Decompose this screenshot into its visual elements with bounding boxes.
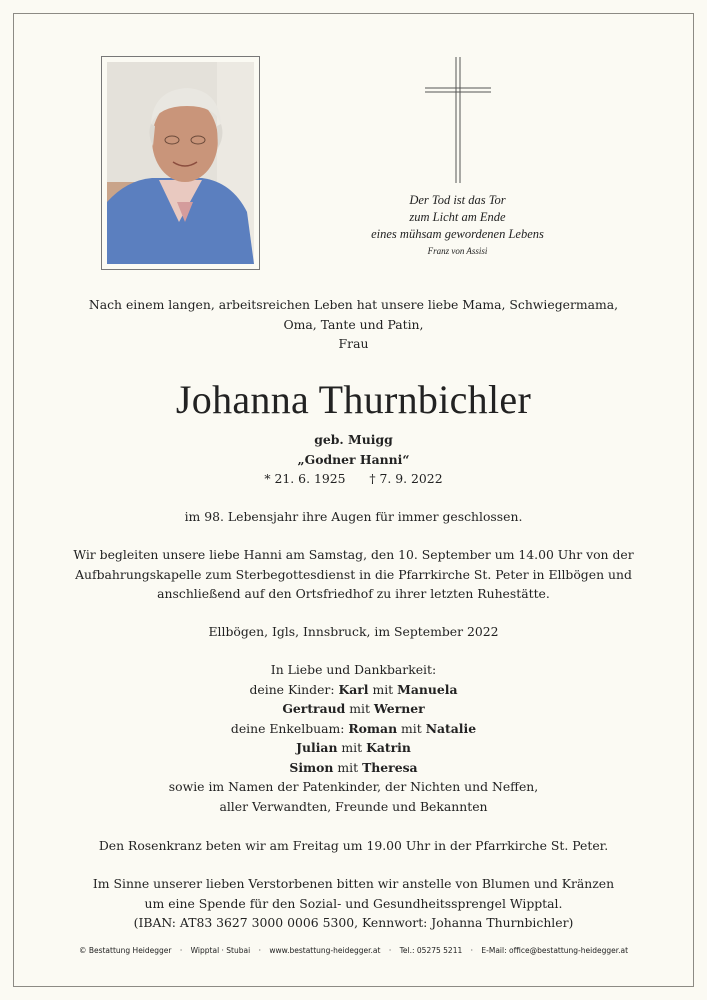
quote-author: Franz von Assisi (427, 246, 488, 256)
funeral-line: anschließend auf den Ortsfriedhof zu ihrer letzten Ruhestätte. (157, 586, 550, 601)
donation-text (40, 874, 667, 933)
mit-word: mit (337, 759, 359, 775)
grandchildren-line (40, 719, 667, 739)
footer-region: Wipptal · Stubai (190, 946, 251, 955)
partner-name: Werner (373, 701, 425, 716)
grandchild-name: Simon (289, 759, 334, 775)
grandchildren-line (40, 738, 667, 758)
relatives-line: sowie im Namen der Patenkinder, der Nichten und Neffen, (168, 779, 539, 794)
age-text: im 98. Lebensjahr ihre Augen für immer geschlossen. (184, 509, 523, 524)
grandchildren-line (40, 758, 667, 778)
mit-word: mit (401, 720, 422, 736)
quote-line: Der Tod ist das Tor (409, 193, 506, 207)
footer-separator: · (470, 946, 474, 955)
death-date: † 7. 9. 2022 (369, 471, 443, 486)
maiden-name: geb. Muigg (314, 432, 393, 447)
mit-word: mit (349, 701, 370, 716)
footer-separator: · (388, 946, 392, 955)
intro-line: Oma, Tante und Patin, (283, 316, 424, 332)
footer-website-link[interactable]: www.bestattung-heidegger.at (269, 946, 381, 955)
intro-line: Nach einem langen, arbeitsreichen Leben hat unsere liebe Mama, Schwiegermama, (88, 297, 619, 312)
quote-block (330, 192, 585, 258)
footer-separator: · (179, 946, 183, 955)
rosary-text: Den Rosenkranz beten wir am Freitag um 19.00 Uhr in der Pfarrkirche St. Peter. (98, 838, 609, 853)
footer-phone: Tel.: 05275 5211 (399, 946, 463, 955)
life-dates (40, 469, 667, 489)
footer-copyright: © Bestattung Heidegger (78, 946, 172, 955)
children-line (40, 680, 667, 700)
partner-name: Theresa (362, 759, 418, 775)
funeral-text (40, 545, 667, 604)
mit-word: mit (341, 740, 363, 755)
cross-icon (423, 55, 493, 185)
footer-separator: · (258, 946, 261, 955)
children-line (40, 699, 667, 719)
deceased-name: Johanna Thurnbichler (175, 377, 532, 422)
donation-line: Im Sinne unserer lieben Verstorbenen bitten wir anstelle von Blumen und Kränzen (92, 876, 615, 891)
relatives-line: aller Verwandten, Freunde und Bekannten (219, 798, 488, 814)
footer (40, 946, 667, 955)
grandchild-name: Roman (348, 720, 398, 736)
funeral-line: Wir begleiten unsere liebe Hanni am Samstag, den 10. September um 14.00 Uhr von der (73, 547, 634, 562)
intro-text (40, 295, 667, 354)
mit-word: mit (372, 681, 394, 697)
birth-date: * 21. 6. 1925 (264, 471, 346, 486)
portrait-photo (107, 62, 254, 264)
nickname: „Godner Hanni“ (297, 451, 410, 467)
partner-name: Natalie (425, 720, 477, 736)
grandchild-name: Julian (296, 740, 338, 755)
partner-name: Katrin (366, 740, 411, 755)
portrait-frame (101, 56, 260, 270)
funeral-line: Aufbahrungskapelle zum Sterbegottesdienst in die Pfarrkirche St. Peter in Ellbögen und (75, 566, 632, 582)
quote-line: zum Licht am Ende (409, 210, 506, 224)
partner-name: Manuela (397, 681, 458, 697)
place-date: Ellbögen, Igls, Innsbruck, im September 2022 (208, 624, 499, 639)
child-name: Karl (338, 681, 369, 697)
deceased-details (40, 430, 667, 489)
mourners-block (40, 660, 667, 816)
grandchildren-prefix: deine Enkelbuam: (230, 720, 345, 736)
intro-line: Frau (338, 336, 369, 351)
donation-line: um eine Spende für den Sozial- und Gesundheitssprengel Wipptal. (144, 895, 563, 911)
footer-email-link[interactable]: E-Mail: office@bestattung-heidegger.at (481, 946, 629, 955)
children-prefix: deine Kinder: (249, 681, 335, 697)
child-name: Gertraud (282, 701, 346, 716)
quote-line: eines mühsam gewordenen Lebens (371, 227, 544, 241)
mourners-intro: In Liebe und Dankbarkeit: (270, 662, 437, 677)
donation-line: (IBAN: AT83 3627 3000 0006 5300, Kennwort: Johanna Thurnbichler) (133, 915, 574, 930)
